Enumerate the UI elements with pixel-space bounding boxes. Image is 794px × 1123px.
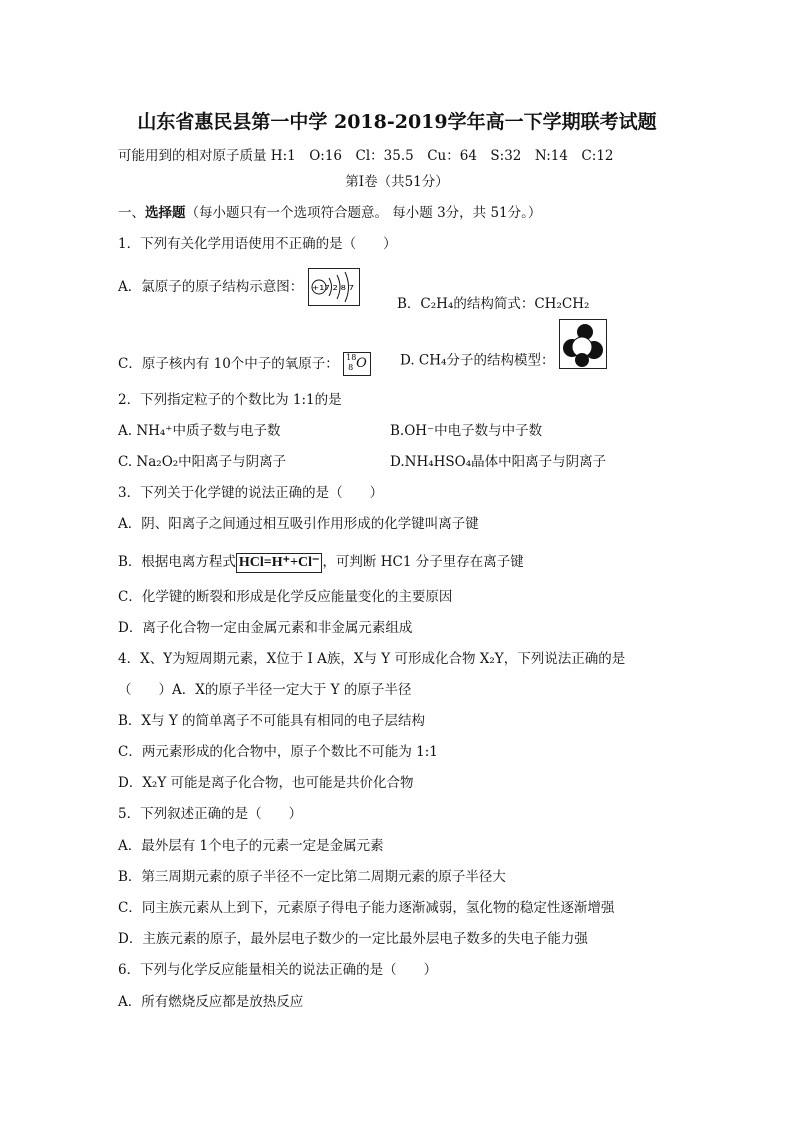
q1-stem: 1．下列有关化学用语使用不正确的是（ ） [118, 236, 397, 252]
q2-option-d: D.NH₄HSO₄晶体中阳离子与阴离子 [390, 454, 607, 470]
q5-option-d: D．主族元素的原子，最外层电子数少的一定比最外层电子数多的失电子能力强 [118, 931, 588, 947]
q2-stem: 2．下列指定粒子的个数比为 1:1的是 [118, 392, 342, 408]
section-name: 选择题 [145, 205, 186, 221]
chlorine-diagram-text: +17 2 8 7 [311, 284, 354, 292]
q1-a-label: A．氯原子的原子结构示意图： [118, 279, 304, 295]
q1-option-a [118, 268, 360, 306]
q5-option-c: C．同主族元素从上到下，元素原子得电子能力逐渐减弱，氢化物的稳定性逐渐增强 [118, 900, 615, 916]
q3-option-a: A．阴、阳离子之间通过相互吸引作用形成的化学键叫离子键 [118, 516, 479, 532]
q2-option-c: C. Na₂O₂中阳离子与阴离子 [118, 454, 287, 470]
q6-option-a: A．所有燃烧反应都是放热反应 [118, 994, 304, 1010]
q1-option-d [400, 350, 607, 371]
q5-stem: 5．下列叙述正确的是（ ） [118, 806, 303, 822]
q2-option-b: B.OH⁻中电子数与中子数 [390, 423, 543, 439]
section-heading [118, 203, 541, 223]
isotope-element: O [356, 356, 367, 371]
methane-model-svg [560, 320, 606, 368]
isotope-atomic-number: 8 [348, 363, 354, 372]
section-prefix: 一、 [118, 205, 145, 221]
q3-b-suffix: ，可判断 HC1 分子里存在离子键 [322, 554, 524, 570]
q1-c-label: C．原子核内有 10个中子的氧原子： [118, 356, 339, 372]
q6-stem: 6．下列与化学反应能量相关的说法正确的是（ ） [118, 962, 438, 978]
chlorine-structure-diagram [308, 268, 360, 306]
q4-option-d: D．X₂Y 可能是离子化合物，也可能是共价化合物 [118, 775, 414, 791]
q3-stem: 3．下列关于化学键的说法正确的是（ ） [118, 485, 384, 501]
volume-title: 第I卷（共51分） [345, 174, 449, 190]
q3-option-b [118, 552, 524, 573]
q3-option-c: C．化学键的断裂和形成是化学反应能量变化的主要原因 [118, 589, 453, 605]
isotope-mass-number: 18 [346, 353, 357, 362]
section-note: （每小题只有一个选项符合题意。 每小题 3分，共 51分。） [185, 205, 542, 221]
q2-option-a: A. NH₄⁺中质子数与电子数 [118, 423, 281, 439]
q4-stem: 4．X、Y为短周期元素，X位于 I A族，X与 Y 可形成化合物 X₂Y，下列说法正确的是 [118, 651, 626, 667]
oxygen-isotope-symbol [343, 352, 371, 376]
q4-option-b: B．X与 Y 的简单离子不可能具有相同的电子层结构 [118, 713, 426, 729]
ionization-equation: HCl=H⁺+Cl⁻ [236, 553, 323, 573]
q1-option-b: B．C₂H₄的结构简式：CH₂CH₂ [397, 296, 590, 312]
q4-option-c: C．两元素形成的化合物中，原子个数比不可能为 1:1 [118, 744, 438, 760]
q5-option-b: B．第三周期元素的原子半径不一定比第二周期元素的原子半径大 [118, 869, 506, 885]
chlorine-structure-svg [309, 269, 359, 305]
q1-d-label: D. CH₄分子的结构模型： [400, 352, 555, 369]
q1-option-c [118, 352, 371, 376]
title: 山东省惠民县第一中学 2018-2019学年高一下学期联考试题 [137, 111, 657, 133]
q3-option-d: D．离子化合物一定由金属元素和非金属元素组成 [118, 620, 413, 636]
q5-option-a: A．最外层有 1个电子的元素一定是金属元素 [118, 838, 384, 854]
atomic-masses: 可能用到的相对原子质量 H:1 O:16 Cl：35.5 Cu：64 S:32 N:14 C:12 [118, 148, 614, 164]
methane-model-image [559, 319, 607, 369]
q4-option-a: （ ）A．X的原子半径一定大于 Y 的原子半径 [118, 682, 412, 698]
q3-b-prefix: B．根据电离方程式 [118, 554, 236, 570]
